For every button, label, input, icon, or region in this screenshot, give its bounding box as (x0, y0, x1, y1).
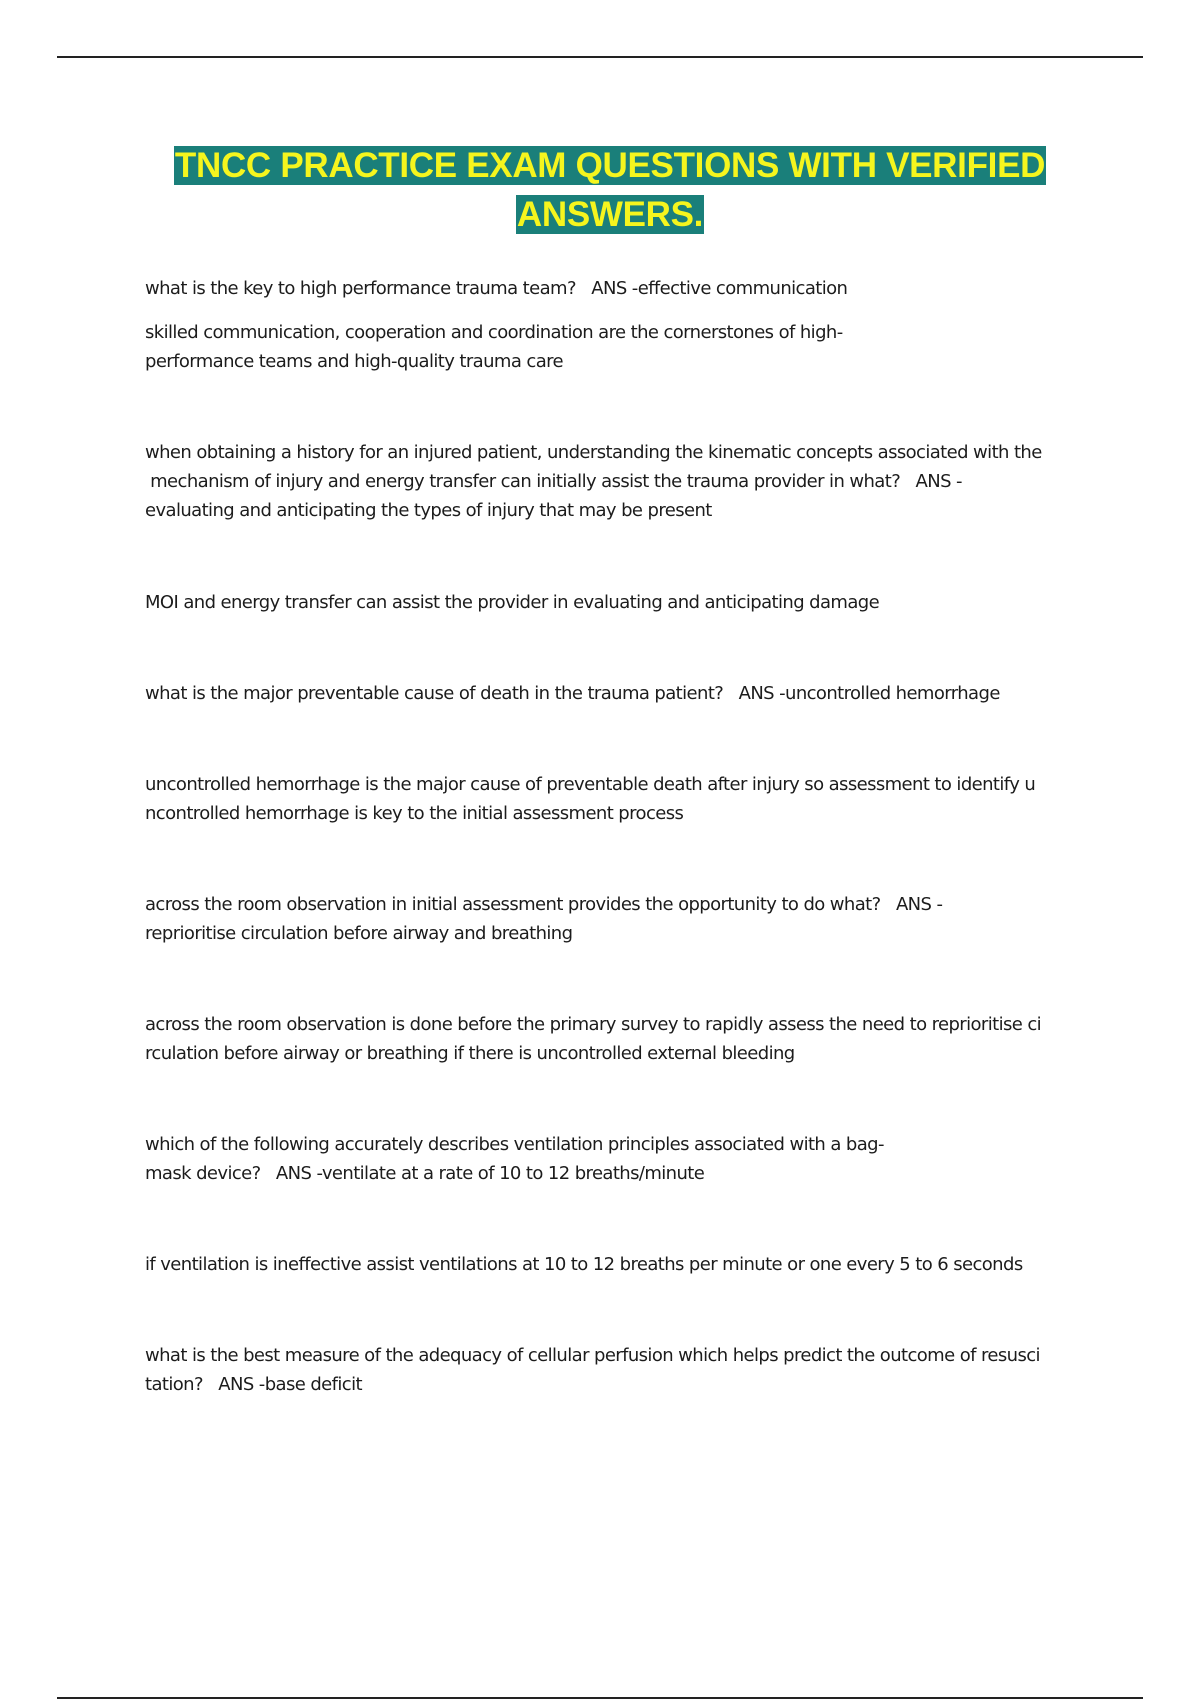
title-line-1: TNCC PRACTICE EXAM QUESTIONS WITH VERIFIED (174, 146, 1046, 185)
qa-paragraph: what is the major preventable cause of death in the trauma patient? ANS -uncontrolled hemorrhage (145, 683, 1000, 704)
footer-rule (57, 1697, 1143, 1699)
document-title (140, 145, 1080, 243)
qa-paragraph: which of the following accurately describes ventilation principles associated with a bag- mask device? ANS -ventilate at a rate of 10 to 12 breaths/minute (145, 1134, 884, 1184)
qa-paragraph: when obtaining a history for an injured patient, understanding the kinematic concepts associated with the mechanism of injury and energy transfer can initially assist the trauma provider in what? ANS - evaluating and anticipating the types of injury that may be present (145, 442, 1042, 521)
qa-paragraph: if ventilation is ineffective assist ventilations at 10 to 12 breaths per minute or one every 5 to 6 seconds (145, 1254, 1023, 1275)
qa-paragraph: what is the key to high performance trauma team? ANS -effective communication (145, 278, 848, 299)
qa-paragraph: what is the best measure of the adequacy of cellular perfusion which helps predict the outcome of resusci tation? ANS -base deficit (145, 1345, 1040, 1395)
qa-paragraph: uncontrolled hemorrhage is the major cause of preventable death after injury so assessment to identify u ncontrolled hemorrhage is key to the initial assessment process (145, 774, 1036, 824)
qa-paragraph: across the room observation in initial assessment provides the opportunity to do what? ANS - reprioritise circulation before airway and breathing (145, 894, 943, 944)
qa-paragraph: skilled communication, cooperation and coordination are the cornerstones of high- performance teams and high-quality trauma care (145, 322, 843, 372)
qa-paragraph: MOI and energy transfer can assist the provider in evaluating and anticipating damage (145, 592, 880, 613)
header-rule (57, 56, 1143, 58)
qa-paragraph: across the room observation is done before the primary survey to rapidly assess the need to reprioritise ci rculation before airway or breathing if there is uncontrolled external bleeding (145, 1014, 1042, 1064)
title-line-2: ANSWERS. (516, 195, 704, 234)
